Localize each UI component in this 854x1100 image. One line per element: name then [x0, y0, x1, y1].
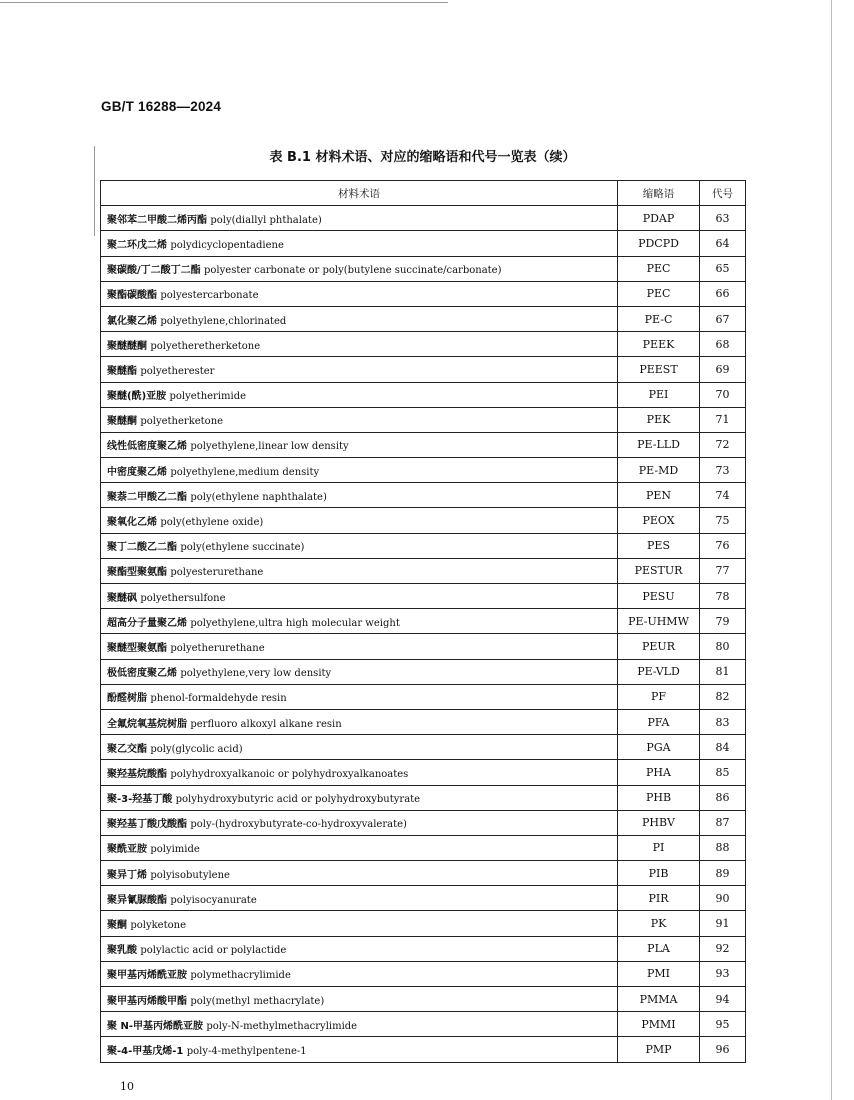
table-row: [101, 1012, 746, 1037]
table-row: [101, 810, 746, 835]
code-cell: 89: [700, 861, 746, 886]
abbreviation-cell: PESU: [618, 584, 700, 609]
term-english: polymethacrylimide: [190, 970, 291, 982]
abbreviation-cell: PHA: [618, 760, 700, 785]
table-row: [101, 735, 746, 760]
term-chinese: 氯化聚乙烯: [107, 315, 157, 327]
term-english: poly(glycolic acid): [150, 743, 243, 755]
term-english: polyethylene,chlorinated: [160, 315, 287, 327]
abbreviation-cell: PMI: [618, 961, 700, 986]
term-cell: [101, 281, 618, 306]
term-english: polyethylene,linear low density: [190, 441, 349, 453]
term-chinese: 聚酰亚胺: [107, 844, 147, 856]
term-english: polyetherurethane: [170, 642, 265, 654]
term-cell: [101, 483, 618, 508]
term-english: polyethylene,medium density: [170, 466, 320, 478]
column-header-term: 材料术语: [101, 181, 618, 206]
table-row: [101, 785, 746, 810]
term-cell: [101, 735, 618, 760]
abbreviation-cell: PMMI: [618, 1012, 700, 1037]
term-english: polyester carbonate or poly(butylene succinate/carbonate): [204, 265, 502, 277]
term-cell: [101, 1037, 618, 1062]
term-english: polyethersulfone: [140, 592, 226, 604]
table-row: [101, 206, 746, 231]
table-row: [101, 332, 746, 357]
abbreviation-cell: PE-C: [618, 306, 700, 331]
table-row: [101, 483, 746, 508]
term-cell: [101, 458, 618, 483]
code-cell: 64: [700, 231, 746, 256]
term-english: poly(methyl methacrylate): [190, 995, 325, 1007]
table-row: [101, 508, 746, 533]
term-english: poly(ethylene succinate): [180, 542, 305, 554]
term-chinese: 聚碳酸/丁二酸丁二酯: [107, 265, 201, 277]
term-cell: [101, 961, 618, 986]
term-cell: [101, 659, 618, 684]
term-english: polyhydroxybutyric acid or polyhydroxybutyrate: [175, 794, 421, 806]
term-chinese: 超高分子量聚乙烯: [107, 617, 187, 629]
term-chinese: 聚酯型聚氨酯: [107, 567, 167, 579]
abbreviation-cell: PEEK: [618, 332, 700, 357]
term-english: polyetherketone: [140, 416, 224, 428]
term-chinese: 聚丁二酸乙二酯: [107, 542, 177, 554]
code-cell: 80: [700, 634, 746, 659]
term-english: poly(diallyl phthalate): [210, 214, 322, 226]
term-chinese: 聚醚砜: [107, 592, 137, 604]
term-english: polydicyclopentadiene: [170, 239, 284, 251]
code-cell: 94: [700, 987, 746, 1012]
term-english: polylactic acid or polylactide: [140, 945, 287, 957]
term-english: polyethylene,very low density: [180, 668, 332, 680]
table-row: [101, 458, 746, 483]
term-chinese: 聚甲基丙烯酰亚胺: [107, 970, 187, 982]
abbreviation-cell: PEUR: [618, 634, 700, 659]
abbreviation-cell: PIR: [618, 886, 700, 911]
abbreviation-cell: PDAP: [618, 206, 700, 231]
term-cell: [101, 1012, 618, 1037]
table-row: [101, 558, 746, 583]
table-row: [101, 886, 746, 911]
term-cell: [101, 987, 618, 1012]
code-cell: 67: [700, 306, 746, 331]
table-header-row: [101, 181, 746, 206]
table-row: [101, 306, 746, 331]
scan-edge-line-top: [0, 2, 448, 3]
term-chinese: 聚醚(酰)亚胺: [107, 391, 167, 403]
code-cell: 69: [700, 357, 746, 382]
abbreviation-cell: PE-LLD: [618, 432, 700, 457]
code-cell: 77: [700, 558, 746, 583]
abbreviation-cell: PEOX: [618, 508, 700, 533]
term-cell: [101, 357, 618, 382]
abbreviation-cell: PEC: [618, 256, 700, 281]
term-chinese: 聚二环戊二烯: [107, 239, 167, 251]
scan-edge-line-left: [94, 146, 95, 236]
term-cell: [101, 709, 618, 734]
table-row: [101, 936, 746, 961]
term-chinese: 聚-3-羟基丁酸: [107, 794, 173, 806]
term-english: phenol-formaldehyde resin: [150, 693, 287, 705]
abbreviation-cell: PF: [618, 684, 700, 709]
term-english: poly-N-methylmethacrylimide: [206, 1020, 358, 1032]
abbreviation-cell: PHB: [618, 785, 700, 810]
term-english: polyetherester: [140, 365, 215, 377]
scan-edge-line-right: [831, 0, 832, 1100]
term-chinese: 聚 N-甲基丙烯酰亚胺: [107, 1020, 204, 1032]
abbreviation-cell: PLA: [618, 936, 700, 961]
term-chinese: 全氟烷氧基烷树脂: [107, 718, 187, 730]
code-cell: 74: [700, 483, 746, 508]
code-cell: 70: [700, 382, 746, 407]
code-cell: 73: [700, 458, 746, 483]
abbreviation-cell: PDCPD: [618, 231, 700, 256]
page-number: 10: [120, 1080, 134, 1093]
code-cell: 63: [700, 206, 746, 231]
term-chinese: 极低密度聚乙烯: [107, 668, 177, 680]
abbreviation-cell: PE-UHMW: [618, 609, 700, 634]
term-cell: [101, 306, 618, 331]
term-english: polyestercarbonate: [160, 290, 259, 302]
table-row: [101, 231, 746, 256]
term-chinese: 聚乳酸: [107, 945, 137, 957]
standard-number-header: GB/T 16288—2024: [101, 99, 222, 114]
table-row: [101, 634, 746, 659]
code-cell: 88: [700, 835, 746, 860]
abbreviation-cell: PE-MD: [618, 458, 700, 483]
term-chinese: 线性低密度聚乙烯: [107, 441, 187, 453]
term-chinese: 聚-4-甲基戊烯-1: [107, 1045, 184, 1057]
table-row: [101, 709, 746, 734]
term-chinese: 聚醚醚酮: [107, 340, 147, 352]
term-cell: [101, 382, 618, 407]
term-chinese: 聚酯碳酸酯: [107, 290, 157, 302]
term-english: polyhydroxyalkanoic or polyhydroxyalkanoates: [170, 768, 409, 780]
abbreviation-cell: PK: [618, 911, 700, 936]
term-chinese: 酚醛树脂: [107, 693, 147, 705]
term-english: poly(ethylene oxide): [160, 517, 264, 529]
code-cell: 81: [700, 659, 746, 684]
term-english: polyetheretherketone: [150, 340, 261, 352]
term-cell: [101, 256, 618, 281]
code-cell: 83: [700, 709, 746, 734]
table-row: [101, 432, 746, 457]
term-cell: [101, 684, 618, 709]
code-cell: 68: [700, 332, 746, 357]
abbreviation-cell: PEEST: [618, 357, 700, 382]
term-chinese: 聚醚酮: [107, 416, 137, 428]
table-row: [101, 684, 746, 709]
term-cell: [101, 206, 618, 231]
term-cell: [101, 231, 618, 256]
term-english: polyetherimide: [169, 391, 247, 403]
term-english: polyethylene,ultra high molecular weight: [190, 617, 400, 629]
term-chinese: 聚酮: [107, 920, 127, 932]
code-cell: 92: [700, 936, 746, 961]
term-english: poly-(hydroxybutyrate-co-hydroxyvalerate): [190, 819, 407, 831]
code-cell: 65: [700, 256, 746, 281]
term-chinese: 聚萘二甲酸乙二酯: [107, 491, 187, 503]
term-chinese: 聚醚酯: [107, 365, 137, 377]
table-row: [101, 659, 746, 684]
term-chinese: 聚甲基丙烯酸甲酯: [107, 995, 187, 1007]
term-chinese: 聚邻苯二甲酸二烯丙酯: [107, 214, 207, 226]
table-row: [101, 281, 746, 306]
table-row: [101, 609, 746, 634]
code-cell: 76: [700, 533, 746, 558]
abbreviation-cell: PI: [618, 835, 700, 860]
code-cell: 78: [700, 584, 746, 609]
table-row: [101, 861, 746, 886]
table-row: [101, 1037, 746, 1062]
table-caption: 表 B.1 材料术语、对应的缩略语和代号一览表（续）: [269, 150, 576, 165]
abbreviation-cell: PMMA: [618, 987, 700, 1012]
table-row: [101, 961, 746, 986]
abbreviation-cell: PEC: [618, 281, 700, 306]
code-cell: 82: [700, 684, 746, 709]
term-chinese: 聚羟基烷酸酯: [107, 768, 167, 780]
term-english: polyimide: [150, 844, 200, 856]
abbreviation-cell: PEI: [618, 382, 700, 407]
code-cell: 90: [700, 886, 746, 911]
term-cell: [101, 609, 618, 634]
term-cell: [101, 911, 618, 936]
term-cell: [101, 533, 618, 558]
term-english: polyketone: [130, 920, 186, 932]
abbreviation-cell: PHBV: [618, 810, 700, 835]
term-english: polyisocyanurate: [170, 894, 257, 906]
code-cell: 87: [700, 810, 746, 835]
term-cell: [101, 936, 618, 961]
term-cell: [101, 634, 618, 659]
term-chinese: 聚异丁烯: [107, 869, 147, 881]
term-chinese: 中密度聚乙烯: [107, 466, 167, 478]
abbreviation-cell: PESTUR: [618, 558, 700, 583]
code-cell: 96: [700, 1037, 746, 1062]
table-row: [101, 911, 746, 936]
term-chinese: 聚异氰脲酸酯: [107, 894, 167, 906]
code-cell: 85: [700, 760, 746, 785]
code-cell: 91: [700, 911, 746, 936]
table-row: [101, 357, 746, 382]
table-row: [101, 760, 746, 785]
term-english: polyisobutylene: [150, 869, 230, 881]
term-cell: [101, 785, 618, 810]
code-cell: 75: [700, 508, 746, 533]
term-cell: [101, 861, 618, 886]
table-row: [101, 382, 746, 407]
table-row: [101, 533, 746, 558]
column-header-abbreviation: 缩略语: [618, 181, 700, 206]
term-cell: [101, 810, 618, 835]
abbreviation-cell: PE-VLD: [618, 659, 700, 684]
term-english: poly-4-methylpentene-1: [186, 1045, 307, 1057]
code-cell: 84: [700, 735, 746, 760]
term-english: perfluoro alkoxyl alkane resin: [190, 718, 342, 730]
term-cell: [101, 886, 618, 911]
abbreviation-cell: PEK: [618, 407, 700, 432]
abbreviation-cell: PGA: [618, 735, 700, 760]
abbreviation-cell: PMP: [618, 1037, 700, 1062]
term-chinese: 聚醚型聚氨酯: [107, 642, 167, 654]
term-chinese: 聚乙交酯: [107, 743, 147, 755]
abbreviation-cell: PES: [618, 533, 700, 558]
term-cell: [101, 558, 618, 583]
table-row: [101, 835, 746, 860]
term-cell: [101, 760, 618, 785]
code-cell: 71: [700, 407, 746, 432]
abbreviation-cell: PEN: [618, 483, 700, 508]
term-english: poly(ethylene naphthalate): [190, 491, 327, 503]
code-cell: 93: [700, 961, 746, 986]
term-chinese: 聚氧化乙烯: [107, 517, 157, 529]
term-cell: [101, 432, 618, 457]
term-english: polyesterurethane: [170, 567, 264, 579]
code-cell: 72: [700, 432, 746, 457]
term-chinese: 聚羟基丁酸戊酸酯: [107, 819, 187, 831]
code-cell: 66: [700, 281, 746, 306]
abbreviation-cell: PFA: [618, 709, 700, 734]
abbreviation-cell: PIB: [618, 861, 700, 886]
table-row: [101, 987, 746, 1012]
term-cell: [101, 332, 618, 357]
terms-table: [100, 180, 746, 1063]
term-cell: [101, 407, 618, 432]
table-row: [101, 407, 746, 432]
table-row: [101, 584, 746, 609]
column-header-code: 代号: [700, 181, 746, 206]
term-cell: [101, 835, 618, 860]
term-cell: [101, 584, 618, 609]
code-cell: 79: [700, 609, 746, 634]
term-cell: [101, 508, 618, 533]
code-cell: 95: [700, 1012, 746, 1037]
table-body: [101, 206, 746, 1062]
table-row: [101, 256, 746, 281]
code-cell: 86: [700, 785, 746, 810]
